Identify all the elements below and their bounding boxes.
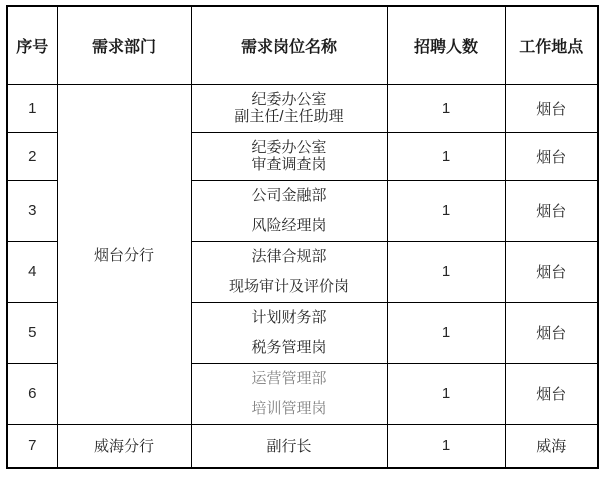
table-row	[7, 424, 598, 468]
cell-headcount: 1	[387, 424, 505, 468]
cell-headcount: 1	[387, 241, 505, 302]
cell-serial: 3	[7, 180, 57, 241]
table-header-row	[7, 6, 598, 84]
position-line-1: 副行长	[266, 438, 312, 456]
table-row	[7, 84, 598, 132]
cell-position	[191, 132, 387, 180]
header-cell-headcount: 招聘人数	[387, 6, 505, 84]
cell-department-yantai: 烟台分行	[57, 84, 191, 424]
cell-serial: 2	[7, 132, 57, 180]
cell-headcount: 1	[387, 363, 505, 424]
cell-location: 烟台	[505, 363, 598, 424]
cell-location: 烟台	[505, 132, 598, 180]
recruitment-table	[6, 5, 599, 469]
position-line-1: 运营管理部	[251, 369, 327, 387]
cell-location: 烟台	[505, 180, 598, 241]
cell-serial: 5	[7, 302, 57, 363]
position-line-1: 纪委办公室	[251, 91, 327, 108]
cell-headcount: 1	[387, 180, 505, 241]
position-line-2: 风险经理岗	[251, 216, 327, 234]
cell-position	[191, 84, 387, 132]
cell-location: 威海	[505, 424, 598, 468]
position-line-2: 审查调查岗	[251, 156, 327, 173]
cell-headcount: 1	[387, 84, 505, 132]
cell-headcount: 1	[387, 302, 505, 363]
cell-position	[191, 363, 387, 424]
cell-location: 烟台	[505, 302, 598, 363]
cell-location: 烟台	[505, 84, 598, 132]
cell-position	[191, 302, 387, 363]
header-cell-serial: 序号	[7, 6, 57, 84]
cell-headcount: 1	[387, 132, 505, 180]
position-line-1: 公司金融部	[251, 186, 327, 204]
position-line-1: 法律合规部	[251, 247, 327, 265]
cell-position	[191, 424, 387, 468]
cell-serial: 4	[7, 241, 57, 302]
position-line-2: 现场审计及评价岗	[228, 277, 349, 295]
position-line-1: 纪委办公室	[251, 139, 327, 156]
cell-serial: 1	[7, 84, 57, 132]
cell-position	[191, 241, 387, 302]
cell-serial: 7	[7, 424, 57, 468]
header-cell-position: 需求岗位名称	[191, 6, 387, 84]
cell-location: 烟台	[505, 241, 598, 302]
cell-department-weihai: 威海分行	[57, 424, 191, 468]
position-line-2: 税务管理岗	[251, 338, 327, 356]
cell-serial: 6	[7, 363, 57, 424]
cell-position	[191, 180, 387, 241]
position-line-2: 培训管理岗	[251, 399, 327, 417]
position-line-2: 副主任/主任助理	[234, 108, 344, 125]
position-line-1: 计划财务部	[251, 308, 327, 326]
header-cell-location: 工作地点	[505, 6, 598, 84]
header-cell-department: 需求部门	[57, 6, 191, 84]
